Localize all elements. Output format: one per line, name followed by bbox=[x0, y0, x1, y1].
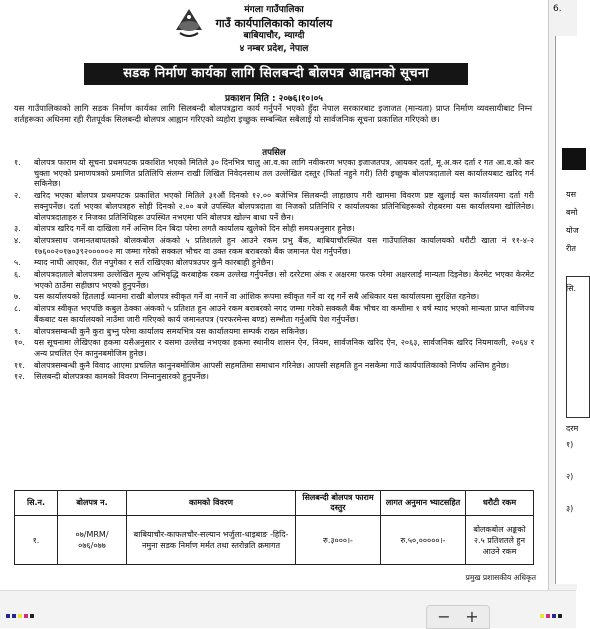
condition-item bbox=[14, 361, 534, 372]
condition-number: १०. bbox=[14, 338, 25, 348]
condition-text: सिलबन्दी बोलपत्रका कामको विवरण निम्नानुसारको हुनुपर्नेछ। bbox=[34, 372, 209, 382]
cell-form-fee: रु.३०००।- bbox=[296, 516, 381, 565]
condition-item bbox=[14, 372, 534, 383]
column-header-cost-estimate: लागत अनुमान भ्याटसहित bbox=[381, 491, 466, 516]
condition-number: ६. bbox=[14, 270, 21, 280]
condition-text: बोलपत्र फाराम यो सूचना प्रथमपटक प्रकाशित भएको मितिले ३० दिनभित्र चालु आ.व.का लागि नवीकरण भएका इजाजतपत्र, आयकर दर्ता, मू.अ.कर दर्ता र गत आ.व.को कर चुक्ता भएको प्रमाणपत्रको प्रमाणित प्रतिलिपि संलग्न राखी लिखित निवेदनसाथ तल उल्लेखित दस्तुर (फिर्ता नहुने गरी) तिरी इच्छुक बोलपत्रदाताले यस कार्यालयबाट खरिद गर्न सकिनेछ। bbox=[34, 158, 534, 189]
condition-text: बोलपत्र स्वीकृत भएपछि कबुल ठेक्का अंकको ५ प्रतिशत हुन आउने रकम बराबरको नगद जम्मा गरेको सक्कलै बैंक भौचर वा कम्तीमा १ वर्ष म्याद भएको मान्यता प्राप्त वाणिज्य बैंकबाट यस कार्यालयको नाउँमा जारी गरिएको कार्य जमानतपत्र (परफरमेन्स बण्ड) सम्भौता गर्नुअघि पेश गर्नुपर्नेछ। bbox=[34, 304, 534, 324]
condition-text: खरिद भएका बोलपत्र प्रथमपटक प्रकाशित भएको मितिले ३१औं दिनको १२.०० बजेभित्र सिलबन्दी लाहाछाप गरी खाममा विवरण प्रष्ट खुलाई यस कार्यालयमा दर्ता गरी सक्नुपर्नेछ। दर्ता भएका बोलपत्रहरु सोही दिनको २.०० बजे उपस्थित बोलपत्रदाता वा निजको प्रतिनिधि र कार्यालयका प्रतिनिधिहरूको रोहबरमा यस कार्यालयमा खोलिनेछ। बोलपत्रदाताहरु र निजका प्रतिनिधिहरू उपस्थित नभएमा पनि बोलपत्र खोल्न बाधा पर्ने छैन। bbox=[34, 191, 534, 222]
bid-details-table bbox=[14, 490, 534, 565]
cell-cost-estimate: रु.५०,०००००।- bbox=[381, 516, 466, 565]
text-fragment: ३) bbox=[566, 504, 574, 513]
cell-serial: १. bbox=[15, 516, 58, 565]
condition-number: १२. bbox=[14, 372, 25, 382]
condition-text: बोलपत्र खरिद गर्ने वा दाखिला गर्ने अन्तिम दिन बिदा परेमा लगतै कार्यालय खुलेको दिन सोही समयअनुसार हुनेछ। bbox=[34, 224, 355, 234]
condition-item bbox=[14, 236, 534, 257]
cell-deposit: बोलकबोल अङ्कको २.५ प्रतिशतले हुन आउने रकम bbox=[466, 516, 534, 565]
condition-item bbox=[14, 191, 534, 223]
zoom-out-button[interactable]: − bbox=[437, 607, 451, 626]
condition-item bbox=[14, 270, 534, 291]
condition-text: बोलपत्रसाथ जमानतबापतको बोलकबोल अंकको ५ प्रतिशतले हुन आउने रकम प्रभु बैंक, बाबियाचौरस्थित यस गाउँपालिका कार्यालयको धरौटी खाता नं ११-४-२ १७६००२०१७०३९२०००००२ मा जम्मा गरेको सक्कल भौचर वा उक्त रकम बराबरको बैंक जमानत पेश गर्नुपर्नेछ। bbox=[34, 235, 534, 256]
condition-number: ५. bbox=[14, 258, 21, 268]
text-fragment: २) bbox=[566, 472, 574, 481]
text-fragment: १) bbox=[566, 440, 574, 449]
condition-item bbox=[14, 258, 534, 269]
zoom-controls bbox=[426, 605, 490, 629]
text-fragment: यस bbox=[566, 190, 577, 199]
condition-number: ७. bbox=[14, 292, 21, 302]
schedule-heading: तपसिल bbox=[262, 148, 286, 158]
condition-text: यस कार्यालयको हितलाई ध्यानमा राखी बोलपत्र स्वीकृत गर्ने वा नगर्ने वा आंशिक रूपमा स्वीकृत गर्ने वा रद्द गर्ने सबै अधिकार यस कार्यालयमा सुरक्षित रहनेछ। bbox=[34, 292, 480, 302]
column-header-work-description: कामको विवरण bbox=[127, 491, 296, 516]
condition-item bbox=[14, 338, 534, 359]
condition-number: ११. bbox=[14, 360, 25, 370]
condition-item bbox=[14, 158, 534, 190]
adjacent-table-fragment bbox=[566, 276, 590, 418]
signature-line: प्रमुख प्रशासकीय अधिकृत bbox=[465, 573, 536, 582]
intro-paragraph: यस गाउँपालिकाको लागि सडक निर्माण कार्यका लागि सिलबन्दी बोलपत्रद्वारा कार्य गर्नुपर्ने भएको हुँदा नेपाल सरकारबाट इजाजत (मान्यता) प्राप्त निर्माण व्यवसायीबाट निम्न शर्तहरूका अधिनमा रही रीतपूर्वक सिलबन्दी बोलपत्र आह्वान गरिएको व्यहोरा इच्छुक सम्बन्धित सबैलाई यो सार्वजनिक सूचना प्रकाशित गरिएको छ। bbox=[14, 103, 532, 125]
province-name: ४ नम्बर प्रदेश, नेपाल bbox=[239, 44, 309, 54]
notice-title-banner: सडक निर्माण कार्यका लागि सिलबन्दी बोलपत्र आह्वानको सूचना bbox=[84, 63, 468, 85]
condition-number: १. bbox=[14, 158, 21, 167]
condition-item bbox=[14, 327, 534, 338]
condition-number: ३. bbox=[14, 224, 21, 234]
condition-number: ४. bbox=[14, 235, 21, 245]
table-header-row bbox=[15, 491, 534, 516]
condition-text: बोलपत्रसम्बन्धी कुनै विवाद आएमा प्रचलित कानुनबमोजिम आपसी सहमतिमा समाधान गरिनेछ। आपसी सहमति हुन नसकेमा गाउँ कार्यपालिकाको निर्णय अन्तिम हुनेछ। bbox=[34, 360, 510, 370]
text-fragment: योज bbox=[566, 226, 579, 235]
condition-number: ९. bbox=[14, 326, 21, 336]
condition-number: ८. bbox=[14, 304, 21, 314]
text-fragment: दरम bbox=[566, 424, 579, 433]
column-header-bid-number: बोलपत्र न. bbox=[58, 491, 127, 516]
column-header-deposit: धरौटी रकम bbox=[466, 491, 534, 516]
page-number: 6. bbox=[553, 4, 562, 14]
office-name: गाउँ कार्यपालिकाको कार्यालय bbox=[215, 17, 333, 30]
condition-text: म्याद नाघी आएका, रीत नपुगेका र सर्त राखिएका बोलपत्रउपर कुनै कारबाही हुनेछैन। bbox=[34, 258, 274, 268]
text-fragment: रीत bbox=[566, 244, 576, 253]
zoom-in-button[interactable]: + bbox=[465, 607, 479, 626]
publication-date: प्रकाशन मिति : २०७६।१०।०५ bbox=[225, 94, 323, 104]
color-bar-left bbox=[6, 603, 36, 607]
office-header bbox=[0, 4, 548, 56]
condition-text: बोलपत्रसम्बन्धी कुनै कुरा बुभ्नु परेमा कार्यालय समयभित्र यस कार्यालयमा सम्पर्क राख्न सकिनेछ। bbox=[34, 326, 308, 336]
text-fragment: सि. bbox=[566, 284, 577, 293]
condition-item bbox=[14, 304, 534, 325]
condition-item bbox=[14, 292, 534, 303]
condition-number: २. bbox=[14, 191, 21, 201]
condition-text: बोलपत्रदाताले बोलपत्रमा उल्लेखित मूल्य अभिवृद्धि करबाहेक रकम उल्लेख गर्नुपर्नेछ। सो दररेटमा अंक र अक्षरमा फरक परेमा अक्षरलाई मान्यता दिइनेछ। केरमेट भएका केरमेट भएको ठाउँमा सहीछाप भएको हुनुपर्नेछ। bbox=[34, 270, 534, 290]
adjacent-page-content bbox=[555, 36, 582, 584]
cell-bid-number: ०७/MRM/ ०७६/०७७ bbox=[58, 516, 127, 565]
condition-item bbox=[14, 224, 534, 235]
condition-text: यस सूचनामा लेखिएका हकमा यसैअनुसार र यसमा उल्लेख नभएका हकमा स्थानीय शासन ऐन, नियम, सार्वजनिक खरिद ऐन, २०६३, सार्वजनिक खरिद नियमावली, २०६४ र अन्य प्रचलित ऐन कानुनबमोजिम हुनेछ। bbox=[34, 338, 534, 358]
adjacent-page-strip bbox=[548, 0, 577, 590]
municipality-name: मंगला गाउँपालिका bbox=[244, 5, 304, 15]
column-header-form-fee: सिलबन्दी बोलपत्र फाराम दस्तुर bbox=[296, 491, 381, 516]
adjacent-banner-fragment bbox=[562, 148, 586, 170]
office-location: बाबियाचौर, म्याग्दी bbox=[243, 31, 305, 41]
color-bar-right bbox=[540, 603, 564, 607]
cell-work-description: बाबियाचौर-काफलचौर-सल्यान भर्जुला-धाइबाङ -हिदि-नमुना सडक निर्माण मर्मत तथा स्तरोन्नति क्रमागत bbox=[127, 516, 296, 565]
text-fragment: बमो bbox=[566, 208, 578, 217]
conditions-list bbox=[14, 158, 534, 384]
table-row bbox=[15, 516, 534, 565]
column-header-serial: सि.न. bbox=[15, 491, 58, 516]
